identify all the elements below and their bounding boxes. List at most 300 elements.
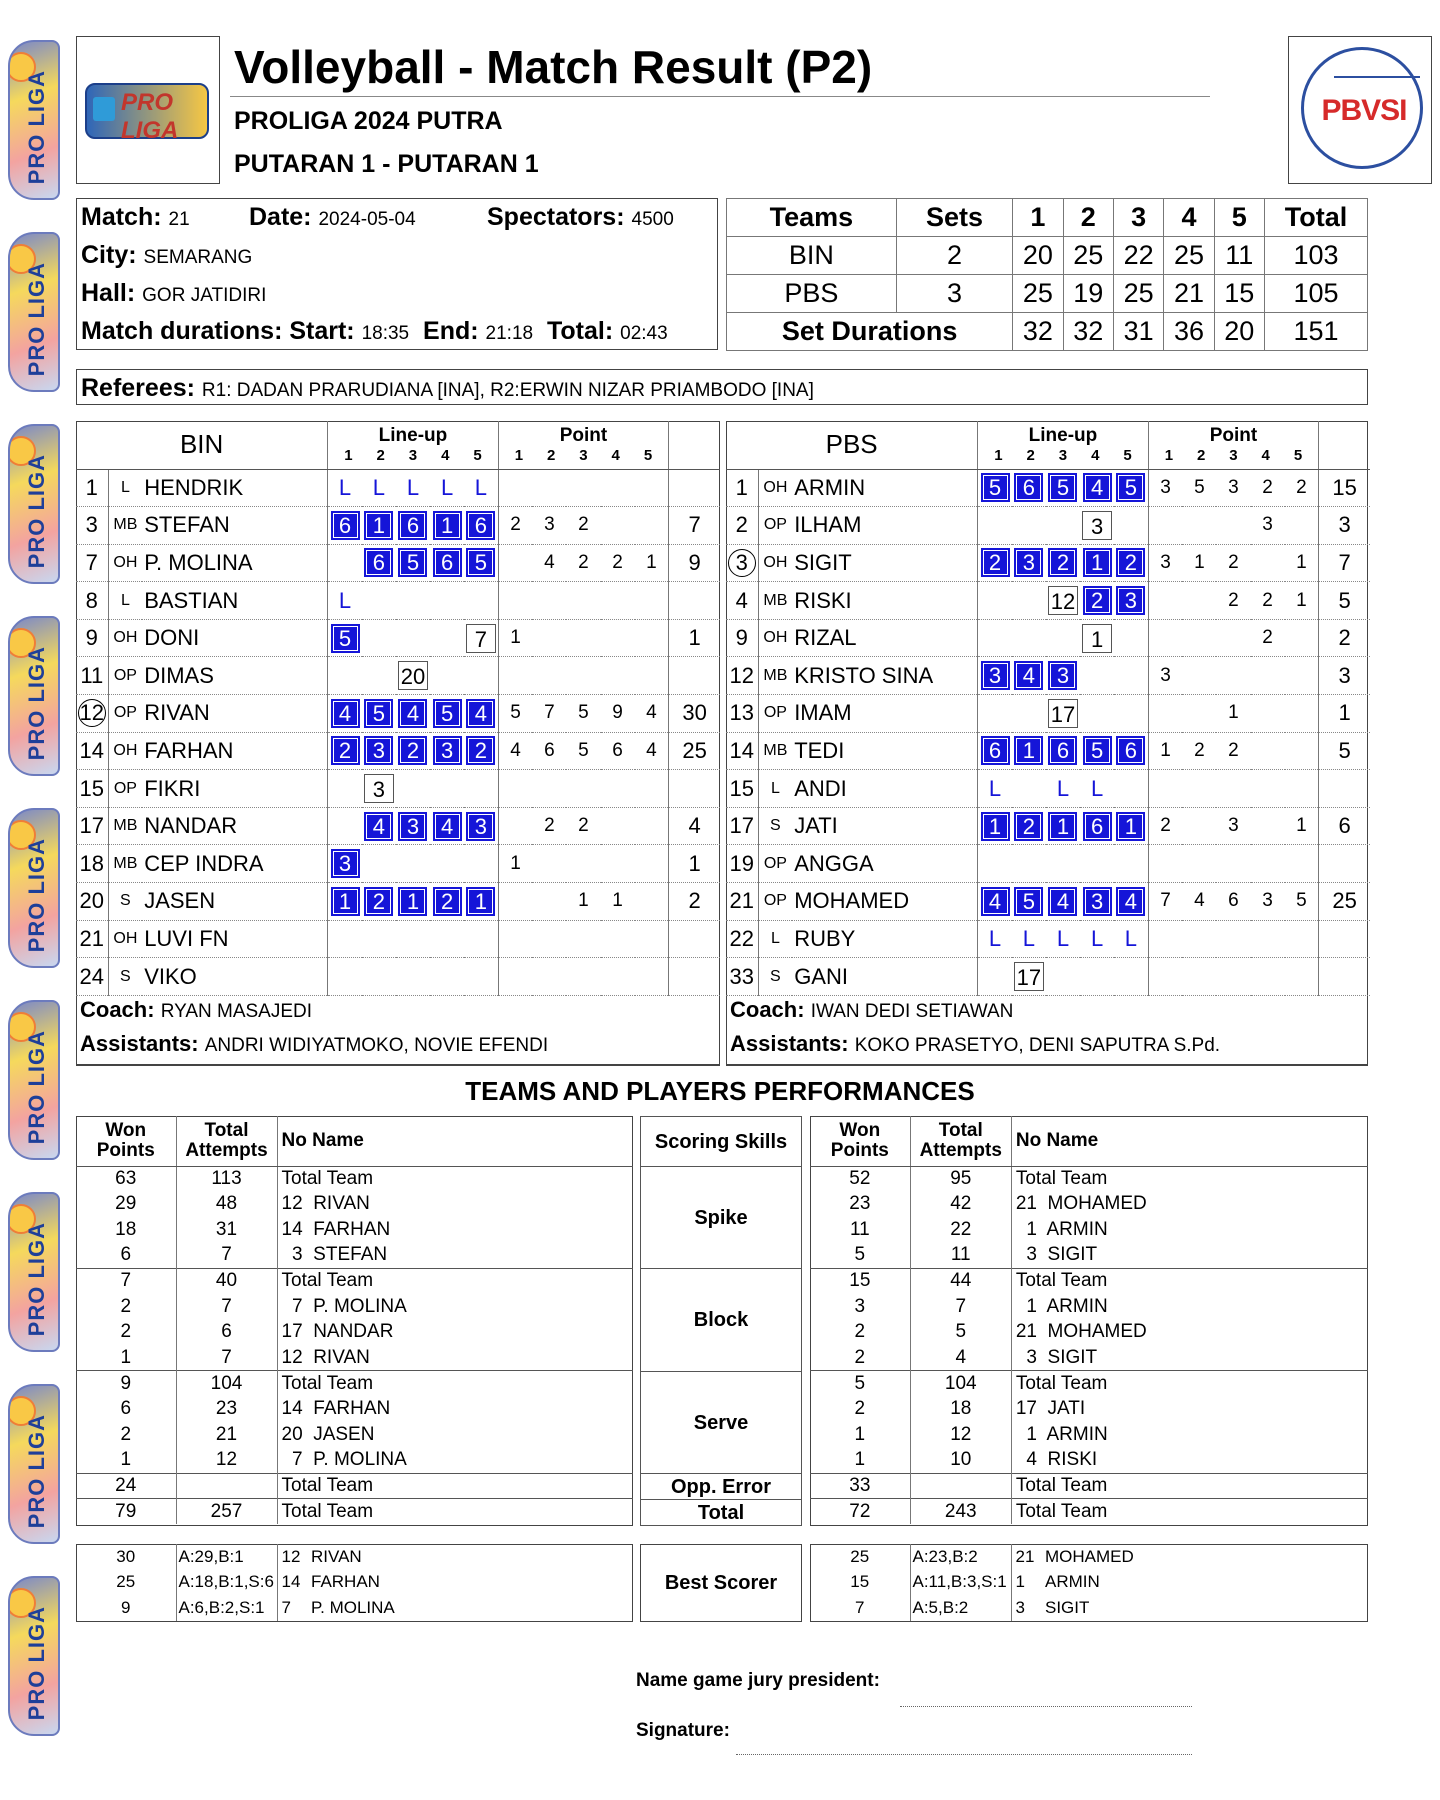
player-or-team: Total Team (1011, 1371, 1368, 1397)
best-points: 30 (116, 1546, 136, 1566)
point-label: Point (559, 425, 608, 447)
player-position: L (108, 469, 142, 507)
won-points: 63 (76, 1166, 176, 1192)
player-total-points: 2 (669, 883, 720, 921)
lineup-position: 2 (1116, 548, 1145, 577)
won-points: 9 (76, 1371, 176, 1397)
player-or-team: 12 RIVAN (281, 1346, 370, 1368)
set-number: 5 (643, 447, 653, 465)
lineup-cell (1012, 807, 1046, 845)
coach-name: IWAN DEDI SETIAWAN (810, 1001, 1014, 1022)
set-points: 2 (1182, 732, 1216, 770)
player-name: RIVAN (142, 695, 328, 733)
set-points: 3 (532, 507, 566, 545)
player-total-points (669, 657, 720, 695)
spectators-label: Spectators: (487, 203, 625, 231)
best-scorer-row (810, 1544, 1368, 1570)
won-points: 2 (810, 1345, 910, 1371)
lineup-cell (464, 770, 498, 808)
lineup-cell (1046, 732, 1080, 770)
lineup-cell (978, 619, 1012, 657)
set-points (532, 958, 566, 996)
end-label: End: (423, 317, 479, 345)
lineup-cell (464, 920, 498, 958)
set-points (1148, 507, 1182, 545)
lineup-position: L (1056, 926, 1070, 952)
side-badge-text: PRO LIGA (24, 1030, 49, 1145)
roster-team-b (726, 421, 1370, 996)
player-position: MB (108, 845, 142, 883)
player-total-points: 7 (669, 507, 720, 545)
player-total-points: 1 (1319, 695, 1370, 733)
score-cell: PBS (727, 275, 897, 313)
lineup-position: 17 (1048, 699, 1078, 728)
player-total-points: 25 (1319, 883, 1370, 921)
player-row (76, 770, 720, 808)
set-points (532, 469, 566, 507)
date-label: Date: (249, 203, 312, 231)
set-points (498, 582, 532, 620)
lineup-cell (464, 732, 498, 770)
set-points: 3 (1148, 544, 1182, 582)
score-cell: 105 (1264, 275, 1367, 313)
captain-number: 3 (728, 549, 756, 577)
player-position: OP (758, 507, 792, 545)
set-points (498, 883, 532, 921)
lineup-cell (362, 469, 396, 507)
player-or-team: 7 P. MOLINA (281, 1449, 407, 1471)
side-badge-text: PRO LIGA (24, 262, 49, 377)
player-number: 18 (76, 845, 108, 883)
set-number: 2 (376, 447, 385, 465)
lineup-position: 6 (364, 548, 393, 577)
player-position: S (108, 883, 142, 921)
set-points (1285, 657, 1319, 695)
set-points (1148, 695, 1182, 733)
lineup-cell (1080, 807, 1114, 845)
player-name: CEP INDRA (142, 845, 328, 883)
player-name: BASTIAN (142, 582, 328, 620)
lineup-position: 17 (1014, 962, 1044, 991)
player-or-team: Total Team (277, 1268, 633, 1294)
score-cell: 25 (1063, 237, 1113, 275)
performance-row (76, 1345, 633, 1371)
match-label: Match: (81, 203, 162, 231)
lineup-position: 3 (981, 661, 1010, 690)
lineup-position: 2 (1048, 548, 1077, 577)
performance-row (810, 1192, 1368, 1218)
player-or-team: 3 SIGIT (1015, 1244, 1098, 1266)
won-points: 5 (810, 1371, 910, 1397)
captain-number: 12 (79, 700, 105, 726)
lineup-cell (1114, 507, 1148, 545)
set-number: 1 (514, 447, 524, 465)
set-duration: 31 (1113, 313, 1163, 351)
referees-value: R1: DADAN PRARUDIANA [INA], R2:ERWIN NIZAR PRIAMBODO [INA] (201, 380, 814, 401)
lineup-cell (464, 807, 498, 845)
set-points (1182, 507, 1216, 545)
best-name: P. MOLINA (311, 1597, 395, 1617)
match-info (76, 198, 718, 350)
set-points: 2 (566, 507, 600, 545)
lineup-cell (430, 507, 464, 545)
set-points (1182, 845, 1216, 883)
performance-team-a (76, 1116, 633, 1524)
performance-row (76, 1422, 633, 1448)
player-position: MB (108, 807, 142, 845)
set-points (1251, 732, 1285, 770)
player-position: OH (108, 732, 142, 770)
lineup-position: 6 (1014, 473, 1043, 502)
lineup-cell (362, 958, 396, 996)
lineup-position: L (1090, 776, 1104, 802)
lineup-cell (328, 695, 362, 733)
side-badge-text: PRO LIGA (24, 1414, 49, 1529)
player-row (76, 657, 720, 695)
set-points: 3 (1251, 507, 1285, 545)
player-name: VIKO (142, 958, 328, 996)
lineup-cell (362, 807, 396, 845)
set-points (498, 770, 532, 808)
best-breakdown: A:6,B:2,S:1 (176, 1595, 277, 1621)
set-points (566, 582, 600, 620)
set-points: 1 (635, 544, 669, 582)
player-row (726, 958, 1370, 996)
best-points: 7 (855, 1597, 865, 1617)
won-points: 52 (810, 1166, 910, 1192)
set-points: 1 (1148, 732, 1182, 770)
total-attempts: 42 (910, 1192, 1011, 1218)
assistants-label: Assistants: (80, 1031, 199, 1056)
lineup-cell (978, 807, 1012, 845)
set-points (601, 958, 635, 996)
set-points: 5 (566, 732, 600, 770)
performance-row (76, 1166, 633, 1192)
player-number: 1 (76, 469, 108, 507)
player-name: NANDAR (142, 807, 328, 845)
lineup-set-numbers (978, 447, 1147, 464)
set-points (635, 582, 669, 620)
lineup-position: 4 (398, 699, 427, 728)
lineup-cell (396, 695, 430, 733)
coach-team-a (76, 995, 720, 1065)
lineup-position: 2 (331, 736, 360, 765)
score-cell: 20 (1013, 237, 1063, 275)
set-points (1148, 770, 1182, 808)
set-points (601, 507, 635, 545)
lineup-cell (1114, 883, 1148, 921)
total-attempts (910, 1473, 1011, 1499)
performance-row (810, 1473, 1368, 1499)
player-number: 11 (76, 657, 108, 695)
lineup-cell (1046, 619, 1080, 657)
side-badge (8, 424, 60, 584)
score-header: 1 (1013, 199, 1063, 237)
player-position: OH (108, 544, 142, 582)
player-total-points: 6 (1319, 807, 1370, 845)
set-points (1251, 807, 1285, 845)
side-badge (8, 1576, 60, 1736)
player-total-points (669, 469, 720, 507)
score-header: 3 (1113, 199, 1163, 237)
player-name: MOHAMED (792, 883, 978, 921)
set-points (1182, 582, 1216, 620)
player-or-team: 3 STEFAN (281, 1244, 388, 1266)
lineup-cell (362, 883, 396, 921)
player-or-team: 7 P. MOLINA (281, 1295, 407, 1317)
player-row (76, 732, 720, 770)
performance-row (76, 1294, 633, 1320)
lineup-cell (1080, 770, 1114, 808)
lineup-cell (396, 507, 430, 545)
best-scorer-row (76, 1595, 633, 1621)
lineup-cell (430, 883, 464, 921)
lineup-cell (464, 958, 498, 996)
round-name: PUTARAN 1 - PUTARAN 1 (234, 150, 539, 178)
set-points (566, 845, 600, 883)
set-points: 6 (601, 732, 635, 770)
set-points: 4 (635, 695, 669, 733)
skill-name: Block (640, 1269, 802, 1372)
lineup-cell (1114, 920, 1148, 958)
performance-row (76, 1396, 633, 1422)
lineup-cell (396, 807, 430, 845)
player-or-team: Total Team (277, 1473, 633, 1499)
score-cell: 22 (1113, 237, 1163, 275)
total-attempts: 104 (910, 1371, 1011, 1397)
set-points (601, 582, 635, 620)
set-points (635, 920, 669, 958)
won-points: 33 (810, 1473, 910, 1499)
lineup-cell (464, 619, 498, 657)
set-points: 4 (1182, 883, 1216, 921)
set-points (1148, 845, 1182, 883)
player-row (726, 695, 1370, 733)
match-date: 2024-05-04 (318, 209, 416, 230)
side-badge (8, 1384, 60, 1544)
player-total-points: 2 (1319, 619, 1370, 657)
player-name: JATI (792, 807, 978, 845)
lineup-cell (1080, 619, 1114, 657)
lineup-cell (362, 845, 396, 883)
performance-row (810, 1448, 1368, 1474)
set-points (1285, 920, 1319, 958)
scoring-skills-header: Scoring Skills (640, 1116, 802, 1167)
point-set-numbers (1149, 447, 1318, 464)
lineup-cell (430, 732, 464, 770)
player-number: 9 (726, 619, 758, 657)
lineup-cell (328, 920, 362, 958)
lineup-cell (1080, 695, 1114, 733)
best-number: 7 (281, 1597, 291, 1617)
player-number: 4 (726, 582, 758, 620)
player-row (76, 544, 720, 582)
best-breakdown: A:29,B:1 (176, 1544, 277, 1570)
player-total-points (1319, 770, 1370, 808)
lineup-cell (1012, 507, 1046, 545)
lineup-cell (1080, 544, 1114, 582)
set-number: 1 (1164, 447, 1174, 465)
player-or-team: 17 NANDAR (281, 1321, 394, 1343)
score-header: 2 (1063, 199, 1113, 237)
lineup-cell (328, 469, 362, 507)
lineup-position: 3 (1083, 887, 1112, 916)
total-attempts: 4 (910, 1345, 1011, 1371)
player-number (726, 544, 758, 582)
total-attempts: 23 (176, 1396, 277, 1422)
player-number: 8 (76, 582, 108, 620)
roster-team-a (76, 421, 720, 996)
lineup-position: 5 (981, 473, 1010, 502)
lineup-cell (978, 883, 1012, 921)
lineup-cell (1046, 883, 1080, 921)
set-points (635, 619, 669, 657)
set-number: 1 (994, 447, 1003, 465)
proliga-logo (76, 36, 220, 184)
coach-label: Coach: (730, 997, 805, 1022)
lineup-cell (978, 657, 1012, 695)
player-position: OH (108, 619, 142, 657)
total-attempts: 7 (910, 1294, 1011, 1320)
player-row (76, 958, 720, 996)
lineup-cell (1012, 920, 1046, 958)
player-row (76, 619, 720, 657)
lineup-cell (978, 544, 1012, 582)
side-badge-text: PRO LIGA (24, 454, 49, 569)
won-points: 6 (76, 1396, 176, 1422)
lineup-position: 4 (466, 699, 495, 728)
set-points: 3 (1148, 657, 1182, 695)
set-points (498, 544, 532, 582)
set-points (498, 657, 532, 695)
best-name: FARHAN (311, 1572, 380, 1592)
player-number: 2 (726, 507, 758, 545)
match-number: 21 (168, 209, 190, 230)
jury-president-label: Name game jury president: (636, 1670, 880, 1691)
performance-row (76, 1217, 633, 1243)
performance-row (76, 1499, 633, 1525)
player-row (726, 619, 1370, 657)
lineup-cell (1012, 469, 1046, 507)
set-points (1251, 845, 1285, 883)
set-points: 1 (498, 845, 532, 883)
set-points (532, 582, 566, 620)
lineup-cell (1114, 695, 1148, 733)
player-or-team: 14 FARHAN (281, 1398, 391, 1420)
best-points: 25 (116, 1572, 136, 1592)
side-badge (8, 616, 60, 776)
set-number: 5 (1123, 447, 1132, 465)
set-number: 3 (579, 447, 588, 465)
lineup-cell (328, 807, 362, 845)
total-attempts: 12 (910, 1422, 1011, 1448)
set-number: 5 (473, 447, 482, 465)
set-points (498, 469, 532, 507)
lineup-cell (1012, 619, 1046, 657)
player-name: DIMAS (142, 657, 328, 695)
set-points (1285, 695, 1319, 733)
total-attempts: 257 (176, 1499, 277, 1525)
player-name: GANI (792, 958, 978, 996)
lineup-cell (328, 507, 362, 545)
spectators: 4500 (631, 209, 674, 230)
total-attempts: 22 (910, 1217, 1011, 1243)
hall: GOR JATIDIRI (142, 285, 267, 306)
total-attempts: 5 (910, 1320, 1011, 1346)
total-attempts: 7 (176, 1294, 277, 1320)
won-points: 2 (76, 1320, 176, 1346)
referees-label: Referees: (81, 374, 195, 402)
score-cell: 2 (896, 237, 1013, 275)
signature-label: Signature: (636, 1720, 730, 1741)
set-points: 2 (601, 544, 635, 582)
total-attempts: 104 (176, 1371, 277, 1397)
set-points (1285, 619, 1319, 657)
lineup-cell (362, 657, 396, 695)
won-points: 18 (76, 1217, 176, 1243)
set-points (566, 770, 600, 808)
side-badge (8, 40, 60, 200)
player-or-team: Total Team (1011, 1473, 1368, 1499)
set-points: 2 (1251, 582, 1285, 620)
side-badge-text: PRO LIGA (24, 1222, 49, 1337)
set-points (1285, 958, 1319, 996)
lineup-position: 5 (466, 548, 495, 577)
player-number: 14 (76, 732, 108, 770)
best-scorer-team-a (76, 1544, 633, 1621)
best-scorer-row (76, 1544, 633, 1570)
best-points: 25 (850, 1546, 870, 1566)
set-points (1216, 958, 1250, 996)
lineup-position: 4 (364, 812, 393, 841)
best-scorer-label: Best Scorer (640, 1544, 802, 1622)
lineup-cell (464, 507, 498, 545)
skill-name: Total (640, 1500, 802, 1526)
lineup-position: 2 (981, 548, 1010, 577)
jury-president-line[interactable] (900, 1706, 1192, 1707)
lineup-cell (978, 582, 1012, 620)
lineup-cell (978, 469, 1012, 507)
lineup-cell (1114, 958, 1148, 996)
player-position: MB (758, 732, 792, 770)
lineup-position: 6 (1083, 812, 1112, 841)
set-points (1216, 657, 1250, 695)
performance-row (810, 1396, 1368, 1422)
side-badge-text: PRO LIGA (24, 1606, 49, 1721)
lineup-label: Line-up (378, 425, 448, 447)
player-position: MB (758, 657, 792, 695)
player-number (76, 695, 108, 733)
set-points: 1 (601, 883, 635, 921)
player-position: L (758, 920, 792, 958)
lineup-position: 4 (1048, 887, 1077, 916)
lineup-position: 3 (1082, 511, 1112, 540)
signature-line[interactable] (736, 1754, 1192, 1755)
performance-team-b (810, 1116, 1368, 1524)
total-attempts-header: Total Attempts (910, 1116, 1011, 1166)
player-or-team: 12 RIVAN (281, 1193, 370, 1215)
set-points (566, 920, 600, 958)
player-total-points (669, 920, 720, 958)
set-points (1148, 619, 1182, 657)
best-number: 21 (1015, 1546, 1035, 1566)
lineup-cell (430, 657, 464, 695)
total-attempts: 113 (176, 1166, 277, 1192)
lineup-cell (362, 695, 396, 733)
side-badge-text: PRO LIGA (24, 646, 49, 761)
lineup-header (978, 421, 1148, 469)
score-cell: 19 (1063, 275, 1113, 313)
